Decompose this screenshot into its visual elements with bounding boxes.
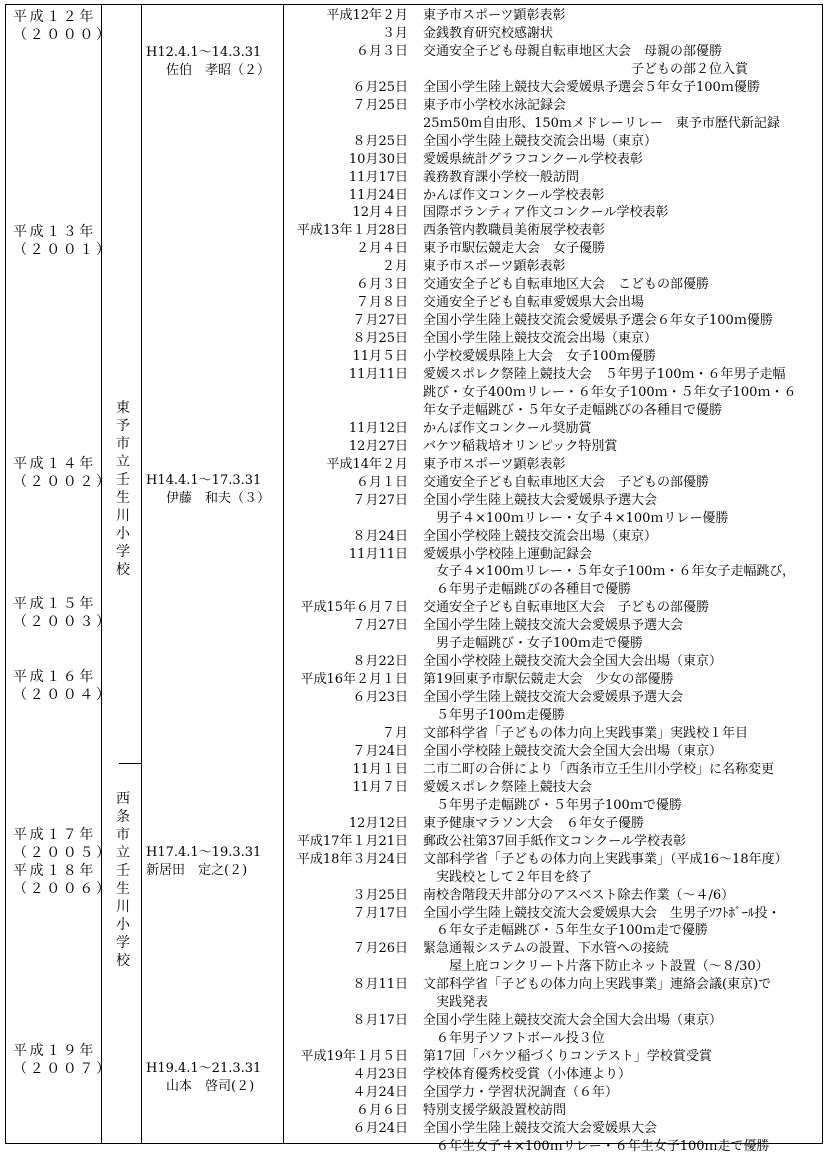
event-description: 女子４×100ｍリレー・５年女子100ｍ・６年女子走幅跳び， (423, 564, 795, 580)
event-description: 東予健康マラソン大会 ６年女子優勝 (423, 815, 645, 831)
event-date: ６月１日 (355, 474, 408, 490)
column-divider (283, 5, 284, 1143)
principal-term: H19.4.1～21.3.31 (146, 1061, 262, 1076)
event-date: 11月17日 (348, 169, 408, 185)
event-description: ６年男子ソフトボール投３位 (423, 1031, 605, 1047)
principal-name: 山本 啓司(２) (166, 1079, 255, 1094)
event-date: ７月 (381, 726, 408, 741)
event-description: ６年生女子４×100ｍリレー・６年生女子100ｍ走で優勝 (423, 1138, 770, 1154)
event-description: 愛媛スポレク祭陸上競技大会 (423, 779, 592, 795)
event-description: かんぽ作文コンクール学校表彰 (423, 187, 605, 203)
event-date: 平成17年１月21日 (296, 833, 408, 849)
event-date: ８月24日 (352, 528, 408, 544)
event-date: 平成13年１月28日 (296, 223, 408, 239)
event-date: ７月８日 (355, 295, 408, 311)
event-date: 12月４日 (352, 205, 408, 221)
event-date: ８月17日 (352, 1013, 408, 1029)
event-description: 東予市スポーツ顕彰表彰 (423, 456, 566, 472)
event-date: ７月25日 (352, 97, 408, 113)
event-date: 11月11日 (348, 367, 408, 382)
column-divider (141, 5, 142, 1143)
event-description: 交通安全子ども自転車地区大会 子どもの部優勝 (423, 600, 710, 616)
year-label: 平成１３年 (13, 224, 96, 240)
event-description: 跳び・女子400ｍリレー・６年女子100ｍ・５年女子100ｍ・６ (423, 384, 797, 400)
event-date: ３月25日 (352, 887, 408, 903)
event-date: 11月24日 (348, 187, 408, 203)
event-description: 全国小学生陸上競技交流大会全国大会出場（東京） (423, 1013, 723, 1029)
event-description: 交通安全子ども母親自転車地区大会 母親の部優勝 (423, 43, 723, 59)
event-description: 二市二町の合併により「西条市立壬生川小学校」に名称変更 (423, 761, 775, 777)
event-date: ３月 (381, 25, 408, 41)
event-description: 全国小学生陸上競技大会愛媛県予選会５年女子100ｍ優勝 (423, 79, 760, 95)
principal-term: H17.4.1～19.3.31 (146, 845, 262, 860)
event-description: 全国小学生陸上競技交流会出場（東京） (423, 133, 658, 149)
event-description: 国際ボランティア作文コンクール学校表彰 (423, 205, 669, 221)
event-description: 子どもの部２位入賞 (423, 61, 749, 77)
event-description: ６年男子走幅跳びの各種目で優勝 (423, 582, 632, 598)
event-description: 実践発表 (423, 995, 489, 1011)
year-label: 平成１４年 (13, 456, 96, 472)
event-description: 実践校として２年目を終了 (423, 869, 593, 885)
event-description: ５年男子走幅跳び・５年男子100ｍで優勝 (423, 797, 682, 813)
year-label: 平成１８年 (13, 863, 96, 879)
event-date: ８月11日 (352, 977, 408, 993)
year-era: （２００３） (13, 614, 113, 630)
event-description: 全国小学校陸上競技交流大会全国大会出場（東京） (423, 743, 723, 759)
year-era: （２００１） (13, 242, 113, 258)
event-description: 全国小学生陸上競技交流大会愛媛県大会 生男子ｿﾌﾄﾎﾞｰﾙ投・ (423, 905, 781, 921)
event-description: 愛媛県小学校陸上運動記録会 (423, 546, 593, 562)
event-description: 東予市スポーツ顕彰表彰 (423, 8, 566, 23)
school-name: 東 予 市 立 壬 生 川 小 学 校 (116, 400, 130, 578)
event-description: 東予市スポーツ顕彰表彰 (423, 259, 566, 275)
principal-name: 伊藤 和夫（３） (166, 491, 271, 506)
event-date: ７月27日 (352, 618, 408, 634)
event-description: バケツ稲栽培オリンピック特別賞 (423, 438, 618, 454)
event-date: ８月22日 (352, 654, 408, 670)
event-date: 12月12日 (348, 815, 408, 831)
year-era: （２０００） (13, 27, 113, 43)
event-date: ８月25日 (352, 331, 408, 347)
event-description: 東予市小学校水泳記録会 (423, 97, 567, 113)
year-era: （２００２） (13, 474, 113, 490)
event-date: 平成18年３月24日 (296, 851, 408, 867)
event-date: 平成14年２月 (326, 456, 408, 472)
event-description: 東予市駅伝競走大会 女子優勝 (423, 241, 606, 257)
event-description: 全国小学校陸上競技交流会出場（東京） (423, 528, 658, 544)
event-date: ６月23日 (352, 690, 408, 706)
event-description: 全国小学生陸上競技交流大会愛媛県予選大会 (423, 618, 684, 634)
event-date: ７月24日 (352, 743, 408, 759)
school-name: 西 条 市 立 壬 生 川 小 学 校 (116, 791, 130, 969)
event-date: 11月７日 (352, 779, 408, 795)
event-description: 屋上庇コンクリート片落下防止ネット設置（～８/30） (423, 959, 769, 975)
event-date: 平成12年２月 (326, 8, 408, 23)
event-description: 文部科学省「子どもの体力向上実践事業」実践校１年目 (423, 726, 749, 741)
event-date: ６月３日 (355, 277, 408, 293)
principal-name: 新居田 定之(２) (146, 863, 248, 878)
event-description: 交通安全子ども自転車地区大会 こどもの部優勝 (423, 277, 710, 293)
event-description: 義務教育課小学校一般訪問 (423, 169, 580, 185)
event-description: 男子４×100ｍリレー・女子４×100ｍリレー優勝 (423, 510, 729, 526)
year-era: （２００５） (13, 845, 113, 861)
event-date: ６月25日 (352, 79, 408, 95)
event-date: ６月24日 (352, 1120, 408, 1136)
event-description: 全国小学生陸上競技交流大会愛媛県予選大会 (423, 690, 684, 706)
year-label: 平成１５年 (13, 596, 96, 612)
event-date: 平成15年６月７日 (300, 600, 408, 616)
event-description: 緊急通報システムの設置、下水管への接続 (423, 941, 669, 957)
column-divider (101, 5, 102, 1143)
event-date: ６月３日 (355, 43, 408, 59)
event-description: 第17回「バケツ稲づくりコンテスト」学校賞受賞 (423, 1049, 712, 1065)
event-date: ４月23日 (352, 1067, 408, 1083)
event-description: 南校舎階段天井部分のアスベスト除去作業（～４/6） (423, 887, 735, 903)
event-description: 特別支援学級設置校訪問 (423, 1102, 567, 1118)
year-era: （２００７） (13, 1061, 113, 1077)
event-description: 交通安全子ども自転車愛媛県大会出場 (423, 295, 645, 311)
event-date: ６月６日 (355, 1102, 408, 1118)
event-description: 第19回東予市駅伝競走大会 少女の部優勝 (423, 672, 674, 688)
year-label: 平成１９年 (13, 1043, 96, 1059)
year-label: 平成１６年 (13, 669, 96, 685)
event-description: 小学校愛媛県陸上大会 女子100ｍ優勝 (423, 349, 656, 365)
principal-name: 佐伯 孝昭（２） (166, 63, 271, 78)
event-date: 11月11日 (348, 546, 408, 562)
event-description: 文部科学省「子どもの体力向上実践事業」（平成16～18年度） (423, 851, 788, 867)
event-date: 12月27日 (348, 438, 408, 454)
event-description: 学校体育優秀校受賞（小体連より） (423, 1067, 632, 1083)
event-date: ８月25日 (352, 133, 408, 149)
event-date: ７月26日 (352, 941, 408, 957)
event-description: 愛媛県統計グラフコンクール学校表彰 (423, 151, 643, 167)
event-description: 全国小学校陸上競技交流大会全国大会出場（東京） (423, 654, 723, 670)
event-date: 平成16年２月１日 (300, 672, 408, 688)
event-description: 愛媛スポレク祭陸上競技大会 ５年男子100ｍ・６年男子走幅 (423, 367, 786, 382)
event-date: 11月５日 (352, 349, 408, 365)
event-description: ６年女子走幅跳び・５年生女子100ｍ走で優勝 (423, 923, 708, 939)
event-date: 平成19年１月５日 (300, 1049, 408, 1065)
event-description: 男子走幅跳び・女子100ｍ走で優勝 (423, 636, 643, 652)
year-label: 平成１７年 (13, 827, 96, 843)
year-label: 平成１２年 (13, 9, 96, 25)
event-date: 11月12日 (348, 420, 408, 436)
event-description: 交通安全子ども自転車地区大会 子どもの部優勝 (423, 474, 710, 490)
event-description: 全国小学生陸上競技大会愛媛県予選大会 (423, 492, 658, 508)
event-description: 全国小学生陸上競技交流会出場（東京） (423, 331, 658, 347)
event-description: 25ｍ50ｍ自由形、150ｍメドレーリレー 東予市歴代新記録 (423, 115, 780, 131)
principal-term: H14.4.1～17.3.31 (146, 473, 262, 488)
event-description: 全国小学生陸上競技交流会愛媛県予選会６年女子100ｍ優勝 (423, 313, 773, 329)
event-date: ２月 (381, 259, 408, 275)
event-description: ５年男子100ｍ走優勝 (423, 708, 565, 724)
year-era: （２００４） (13, 687, 113, 703)
event-description: 年女子走幅跳び・５年女子走幅跳びの各種目で優勝 (423, 402, 723, 418)
principal-term: H12.4.1～14.3.31 (146, 45, 262, 60)
event-date: ２月４日 (355, 241, 408, 257)
event-description: 郵政公社第37回手紙作文コンクール学校表彰 (423, 833, 687, 849)
event-description: かんぽ作文コンクール奨励賞 (423, 420, 592, 436)
year-era: （２００６） (13, 881, 113, 897)
event-date: 11月１日 (352, 761, 408, 777)
event-date: ７月17日 (352, 905, 408, 921)
event-date: ７月27日 (352, 492, 408, 508)
event-description: 金銭教育研究校感謝状 (423, 25, 554, 41)
history-table (5, 4, 823, 1154)
event-description: 西条管内教職員美術展学校表彰 (423, 223, 606, 239)
event-date: ４月24日 (352, 1085, 408, 1100)
event-date: ７月27日 (352, 313, 408, 329)
event-description: 文部科学省「子どもの体力向上実践事業」連絡会議(東京)で (423, 977, 772, 993)
event-description: 全国学力・学習状況調査（６年） (423, 1085, 619, 1100)
school-divider (119, 763, 141, 764)
event-description: 全国小学生陸上競技交流大会愛媛県大会 (423, 1120, 658, 1136)
event-date: 10月30日 (348, 151, 408, 167)
